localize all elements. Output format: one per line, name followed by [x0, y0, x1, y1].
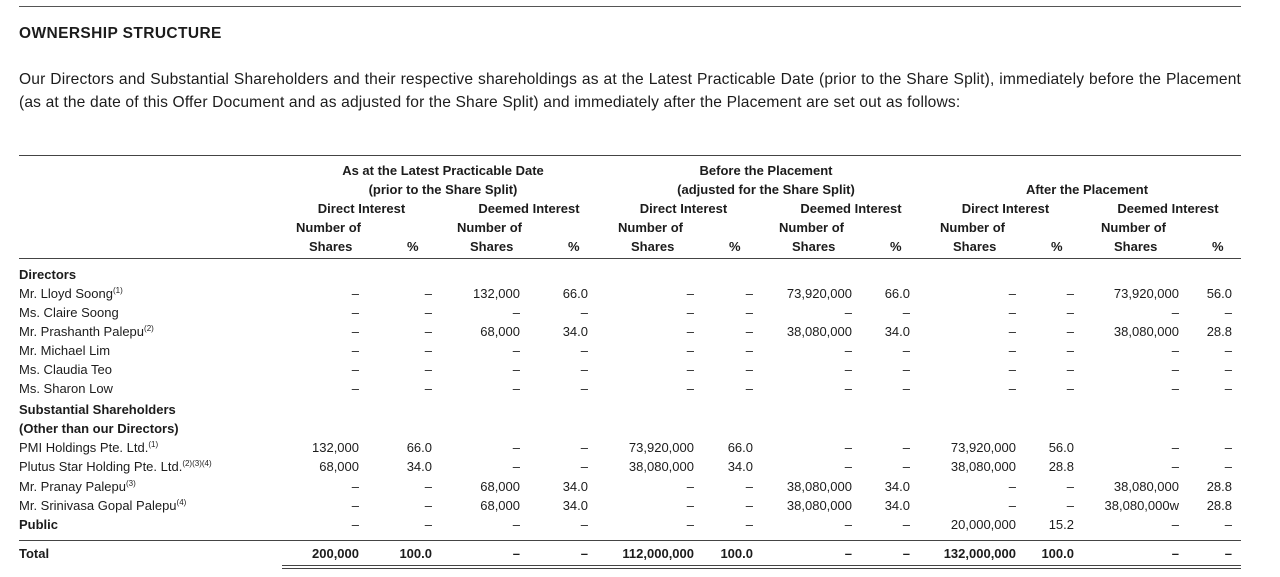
section-label: Substantial Shareholders	[19, 402, 176, 417]
table-cell: –	[902, 381, 910, 396]
table-cell: 38,080,000	[950, 459, 1016, 474]
table-cell: –	[351, 517, 359, 532]
table-row	[19, 360, 1241, 379]
footnote-marker: (2)	[144, 324, 154, 333]
col-number-of-6: Number of	[1101, 220, 1166, 235]
table-cell: –	[844, 440, 852, 455]
section-label: (Other than our Directors)	[19, 421, 179, 436]
col-pct-3: %	[729, 239, 741, 254]
table-cell: 34.0	[884, 479, 910, 494]
section-label: Directors	[19, 267, 77, 282]
table-cell: 68,000	[480, 498, 520, 513]
table-cell: –	[844, 305, 852, 320]
section-substantial	[19, 400, 1241, 419]
col-pct-4: %	[890, 239, 902, 254]
table-cell: –	[686, 498, 694, 513]
table-row	[19, 322, 1241, 341]
table-cell: –	[902, 459, 910, 474]
table-cell: –	[686, 479, 694, 494]
intro-paragraph: Our Directors and Substantial Shareholders and their respective shareholdings as at the Latest Practicable Date (prior to the Share Split), immediately before the Placement (as at the date of this Offer Document and as adjusted for the Share Split) and immediately after the Placement are set out as follows:	[19, 71, 1241, 111]
table-cell: –	[580, 343, 588, 358]
table-cell: –	[844, 362, 852, 377]
col-shares-1: Shares	[309, 239, 353, 254]
section-heading: OWNERSHIP STRUCTURE	[19, 25, 222, 42]
total-bottom-rule-1	[282, 565, 1241, 566]
table-cell: –	[745, 381, 753, 396]
table-cell: 66.0	[406, 440, 432, 455]
row-name: Mr. Prashanth Palepu	[19, 324, 145, 339]
table-cell: 34.0	[884, 324, 910, 339]
row-label	[19, 379, 113, 398]
table-cell: –	[512, 381, 520, 396]
row-label	[19, 360, 112, 379]
table-cell: –	[1008, 305, 1016, 320]
table-cell: –	[1224, 440, 1232, 455]
table-cell: –	[351, 324, 359, 339]
col-shares-5: Shares	[953, 239, 997, 254]
table-cell: –	[512, 305, 520, 320]
table-cell: –	[686, 305, 694, 320]
table-cell: 73,920,000	[1113, 286, 1179, 301]
table-cell: –	[902, 546, 910, 561]
table-cell: 73,920,000	[628, 440, 694, 455]
table-cell: 112,000,000	[622, 546, 694, 561]
table-cell: –	[351, 498, 359, 513]
table-cell: –	[1066, 286, 1074, 301]
table-cell: –	[580, 305, 588, 320]
table-cell: –	[512, 343, 520, 358]
table-cell: –	[745, 479, 753, 494]
table-cell: –	[1224, 546, 1232, 561]
col-pct-2: %	[568, 239, 580, 254]
table-cell: 132,000	[312, 440, 359, 455]
table-cell: 56.0	[1206, 286, 1232, 301]
table-cell: –	[844, 546, 852, 561]
table-cell: 38,080,000	[628, 459, 694, 474]
section-substantial-sub	[19, 419, 1241, 438]
table-cell: 28.8	[1206, 498, 1232, 513]
table-cell: 100.0	[1041, 546, 1074, 561]
total-bottom-rule-2	[282, 568, 1241, 569]
table-cell: –	[902, 517, 910, 532]
table-cell: –	[580, 517, 588, 532]
table-cell: –	[745, 324, 753, 339]
table-cell: –	[512, 440, 520, 455]
table-cell: –	[844, 459, 852, 474]
table-cell: 34.0	[884, 498, 910, 513]
table-cell: –	[1224, 381, 1232, 396]
table-cell: –	[1066, 381, 1074, 396]
table-cell: –	[1171, 546, 1179, 561]
col-number-of-3: Number of	[618, 220, 683, 235]
table-cell: –	[844, 517, 852, 532]
table-cell: –	[351, 479, 359, 494]
col-pct-1: %	[407, 239, 419, 254]
table-cell: 100.0	[720, 546, 753, 561]
table-cell: –	[1008, 343, 1016, 358]
table-cell: –	[351, 362, 359, 377]
table-cell: –	[1224, 305, 1232, 320]
group-header-latest-sub: (prior to the Share Split)	[368, 182, 518, 197]
table-cell: 73,920,000	[786, 286, 852, 301]
table-row	[19, 515, 1241, 534]
table-cell: 38,080,000	[786, 498, 852, 513]
table-cell: –	[745, 305, 753, 320]
table-cell: –	[745, 362, 753, 377]
table-cell: –	[1066, 362, 1074, 377]
table-cell: –	[686, 286, 694, 301]
sub-direct-2: Direct Interest	[639, 201, 728, 216]
table-cell: 66.0	[884, 286, 910, 301]
table-cell: 132,000	[473, 286, 520, 301]
table-cell: –	[351, 305, 359, 320]
table-cell: –	[1066, 479, 1074, 494]
row-name: Mr. Pranay Palepu	[19, 479, 126, 494]
table-cell: –	[424, 517, 432, 532]
table-row	[19, 457, 1241, 476]
table-cell: –	[424, 324, 432, 339]
row-name: PMI Holdings Pte. Ltd.	[19, 440, 149, 455]
row-label	[19, 322, 154, 341]
col-number-of-4: Number of	[779, 220, 844, 235]
table-cell: –	[1008, 362, 1016, 377]
table-cell: –	[512, 362, 520, 377]
table-cell: –	[902, 305, 910, 320]
table-cell: –	[580, 546, 588, 561]
table-cell: –	[1171, 381, 1179, 396]
table-cell: –	[424, 381, 432, 396]
section-directors	[19, 265, 1241, 284]
table-row	[19, 379, 1241, 398]
table-cell: 68,000	[480, 324, 520, 339]
row-label	[19, 457, 212, 476]
table-cell: –	[512, 517, 520, 532]
table-cell: –	[1008, 324, 1016, 339]
col-shares-3: Shares	[631, 239, 675, 254]
table-row	[19, 544, 1241, 563]
row-name: Ms. Claudia Teo	[19, 362, 112, 377]
table-cell: 73,920,000	[950, 440, 1016, 455]
sub-deemed-3: Deemed Interest	[1117, 201, 1219, 216]
row-label	[19, 515, 58, 534]
table-cell: –	[580, 440, 588, 455]
row-label	[19, 477, 136, 496]
table-cell: 68,000	[319, 459, 359, 474]
table-cell: 68,000	[480, 479, 520, 494]
table-cell: –	[1066, 498, 1074, 513]
header-bottom-rule	[19, 258, 1241, 259]
table-cell: 56.0	[1048, 440, 1074, 455]
row-name: Ms. Sharon Low	[19, 381, 113, 396]
table-cell: 38,080,000w	[1104, 498, 1179, 513]
footnote-marker: (1)	[148, 440, 159, 449]
table-cell: 28.8	[1048, 459, 1074, 474]
table-cell: –	[512, 459, 520, 474]
table-cell: –	[686, 517, 694, 532]
table-cell: –	[1008, 479, 1016, 494]
table-cell: –	[844, 343, 852, 358]
sub-deemed-2: Deemed Interest	[800, 201, 902, 216]
table-cell: 34.0	[562, 498, 588, 513]
table-cell: 66.0	[562, 286, 588, 301]
table-cell: –	[1008, 381, 1016, 396]
row-name: Mr. Michael Lim	[19, 343, 111, 358]
col-pct-6: %	[1212, 239, 1224, 254]
table-cell: –	[424, 343, 432, 358]
top-rule	[19, 6, 1241, 7]
table-cell: –	[902, 440, 910, 455]
table-cell: –	[1171, 440, 1179, 455]
col-number-of-2: Number of	[457, 220, 522, 235]
table-cell: 38,080,000	[1113, 324, 1179, 339]
total-top-rule	[19, 540, 1241, 541]
sub-deemed-1: Deemed Interest	[478, 201, 580, 216]
table-cell: –	[351, 381, 359, 396]
table-cell: –	[424, 498, 432, 513]
row-label	[19, 341, 110, 360]
col-shares-6: Shares	[1114, 239, 1158, 254]
table-cell: –	[424, 305, 432, 320]
table-cell: 100.0	[399, 546, 432, 561]
table-cell: –	[686, 343, 694, 358]
table-cell: –	[424, 286, 432, 301]
row-name: Public	[19, 517, 59, 532]
table-cell: –	[351, 343, 359, 358]
table-row	[19, 496, 1241, 515]
row-name: Ms. Claire Soong	[19, 305, 119, 320]
table-cell: –	[1224, 343, 1232, 358]
group-header-before-sub: (adjusted for the Share Split)	[677, 182, 855, 197]
table-cell: 34.0	[406, 459, 432, 474]
table-cell: 28.8	[1206, 324, 1232, 339]
table-cell: –	[580, 459, 588, 474]
table-cell: –	[902, 343, 910, 358]
row-name: Mr. Lloyd Soong	[19, 286, 113, 301]
table-row	[19, 303, 1241, 322]
table-cell: 38,080,000	[786, 324, 852, 339]
col-shares-2: Shares	[470, 239, 514, 254]
row-label	[19, 303, 119, 322]
table-cell: –	[1224, 459, 1232, 474]
col-number-of-1: Number of	[296, 220, 361, 235]
group-header-after: After the Placement	[1025, 182, 1149, 197]
table-cell: –	[1224, 517, 1232, 532]
table-cell: 132,000,000	[943, 546, 1016, 561]
table-cell: –	[686, 381, 694, 396]
table-cell: –	[1171, 362, 1179, 377]
row-name: Total	[19, 546, 50, 561]
table-cell: –	[424, 362, 432, 377]
table-cell: –	[1171, 343, 1179, 358]
table-cell: 38,080,000	[1113, 479, 1179, 494]
footnote-marker: (1)	[112, 286, 123, 295]
col-number-of-5: Number of	[940, 220, 1005, 235]
sub-direct-3: Direct Interest	[961, 201, 1050, 216]
table-cell: –	[844, 381, 852, 396]
sub-direct-1: Direct Interest	[317, 201, 406, 216]
table-cell: –	[1171, 305, 1179, 320]
table-cell: 200,000	[312, 546, 359, 561]
row-label	[19, 284, 123, 303]
table-cell: 34.0	[562, 324, 588, 339]
table-cell: –	[1171, 517, 1179, 532]
group-header-latest: As at the Latest Practicable Date	[342, 163, 544, 178]
table-row	[19, 438, 1241, 457]
table-cell: –	[745, 286, 753, 301]
footnote-marker: (3)	[125, 479, 136, 488]
col-shares-4: Shares	[792, 239, 836, 254]
row-name: Mr. Srinivasa Gopal Palepu	[19, 498, 177, 513]
table-cell: –	[1066, 324, 1074, 339]
table-cell: –	[686, 362, 694, 377]
table-row	[19, 284, 1241, 303]
table-cell: –	[745, 343, 753, 358]
table-cell: 34.0	[727, 459, 753, 474]
table-cell: –	[1008, 498, 1016, 513]
table-cell: 28.8	[1206, 479, 1232, 494]
table-cell: 15.2	[1048, 517, 1074, 532]
table-cell: –	[745, 517, 753, 532]
table-top-rule	[19, 155, 1241, 156]
table-cell: –	[351, 286, 359, 301]
table-cell: 66.0	[727, 440, 753, 455]
table-cell: –	[1066, 343, 1074, 358]
table-row	[19, 341, 1241, 360]
table-cell: –	[1224, 362, 1232, 377]
table-cell: 34.0	[562, 479, 588, 494]
col-pct-5: %	[1051, 239, 1063, 254]
row-label	[19, 438, 158, 457]
table-cell: –	[580, 362, 588, 377]
footnote-marker: (2)(3)(4)	[182, 459, 212, 468]
table-cell: 38,080,000	[786, 479, 852, 494]
table-cell: –	[1171, 459, 1179, 474]
row-label	[19, 544, 49, 563]
table-cell: –	[686, 324, 694, 339]
table-cell: –	[512, 546, 520, 561]
footnote-marker: (4)	[176, 498, 187, 507]
table-cell: –	[1008, 286, 1016, 301]
table-cell: –	[580, 381, 588, 396]
group-header-before: Before the Placement	[699, 163, 833, 178]
table-cell: –	[745, 498, 753, 513]
table-row	[19, 477, 1241, 496]
row-label	[19, 496, 186, 515]
table-cell: –	[424, 479, 432, 494]
table-cell: –	[902, 362, 910, 377]
row-name: Plutus Star Holding Pte. Ltd.	[19, 459, 183, 474]
table-cell: 20,000,000	[950, 517, 1016, 532]
table-cell: –	[1066, 305, 1074, 320]
